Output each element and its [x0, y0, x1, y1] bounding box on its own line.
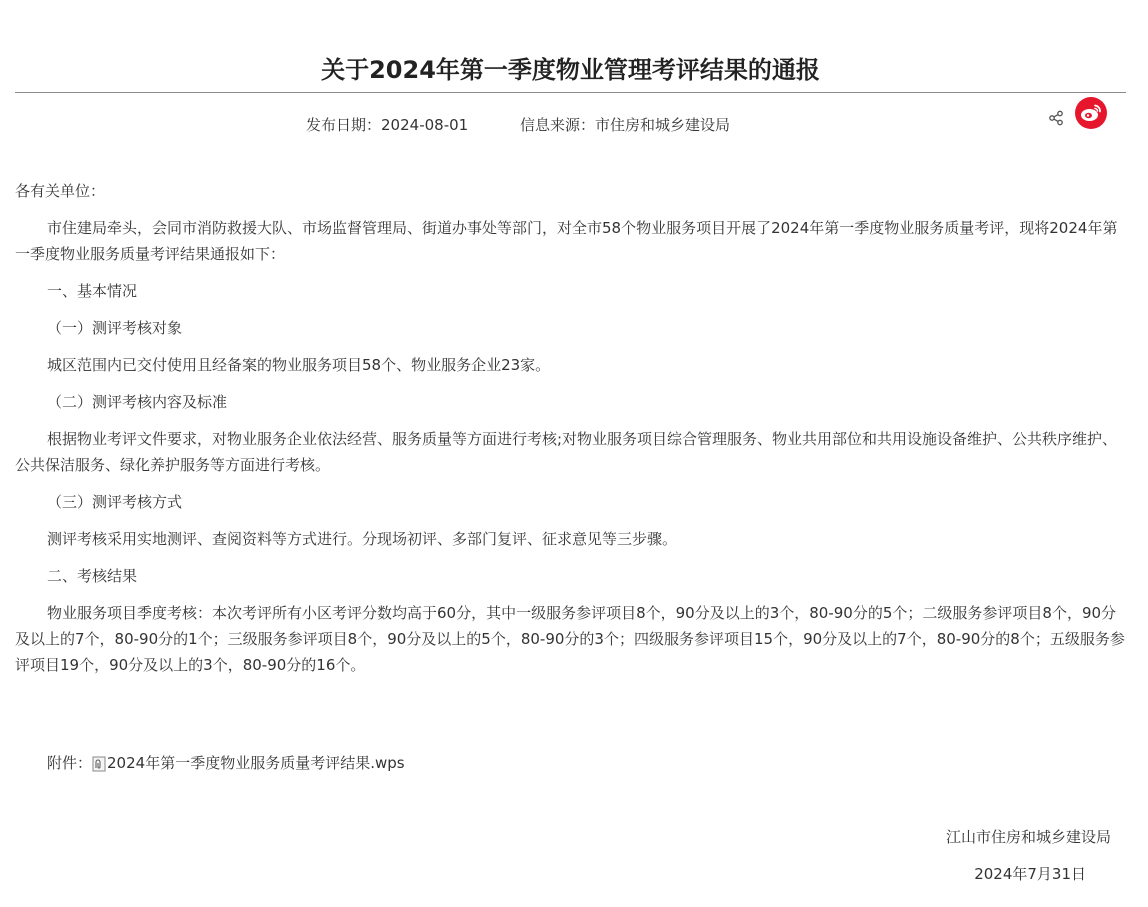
attachment-link[interactable]	[92, 754, 405, 772]
paragraph-1-2: 根据物业考评文件要求，对物业服务企业依法经营、服务质量等方面进行考核;对物业服务项目综合管理服务、物业共用部位和共用设施设备维护、公共秩序维护、公共保洁服务、绿化养护服务等方面进行考核。	[15, 430, 1118, 474]
salutation: 各有关单位：	[15, 182, 106, 200]
publish-date-label: 发布日期：	[306, 116, 382, 134]
signature-org: 江山市住房和城乡建设局	[945, 828, 1111, 846]
subsection-heading-1-3: （三）测评考核方式	[47, 493, 183, 511]
paragraph-1-1: 城区范围内已交付使用且经备案的物业服务项目58个、物业服务企业23家。	[47, 356, 551, 374]
signature-date: 2024年7月31日	[974, 865, 1086, 883]
attachment-filename: 2024年第一季度物业服务质量考评结果.wps	[107, 754, 405, 772]
attachment-label: 附件：	[47, 754, 93, 772]
section-heading-1: 一、基本情况	[47, 282, 138, 300]
info-source	[520, 114, 730, 136]
share-icon[interactable]	[1048, 110, 1064, 126]
subsection-heading-1-1: （一）测评考核对象	[47, 319, 183, 337]
publish-date	[306, 114, 468, 136]
info-source-label: 信息来源：	[520, 116, 596, 134]
info-source-value: 市住房和城乡建设局	[595, 116, 731, 134]
paragraph-2: 物业服务项目季度考核：本次考评所有小区考评分数均高于60分，其中一级服务参评项目8个，90分及以上的3个，80-90分的5个；二级服务参评项目8个，90分及以上的7个，80-90分的1个；三级服务参评项目8个，90分及以上的5个，80-90分的3个；四级服务参评项目15个，90分及以上的7个，80-90分的8个；五级服务参评项目19个，90分及以上的3个，80-90分的16个。	[15, 604, 1125, 674]
intro-paragraph: 市住建局牵头，会同市消防救援大队、市场监督管理局、街道办事处等部门，对全市58个物业服务项目开展了2024年第一季度物业服务质量考评，现将2024年第一季度物业服务质量考评结果通报如下：	[15, 219, 1118, 263]
subsection-heading-1-2: （二）测评考核内容及标准	[47, 393, 228, 411]
weibo-icon[interactable]	[1075, 97, 1107, 129]
attachment-icon	[92, 754, 106, 770]
page-title: 关于2024年第一季度物业管理考评结果的通报	[321, 56, 820, 84]
title-divider	[15, 92, 1126, 93]
attachment-line	[47, 750, 405, 776]
section-heading-2: 二、考核结果	[47, 567, 138, 585]
publish-date-value: 2024-08-01	[381, 116, 469, 134]
paragraph-1-3: 测评考核采用实地测评、查阅资料等方式进行。分现场初评、多部门复评、征求意见等三步骤。	[47, 530, 678, 548]
article-body	[15, 178, 1126, 689]
